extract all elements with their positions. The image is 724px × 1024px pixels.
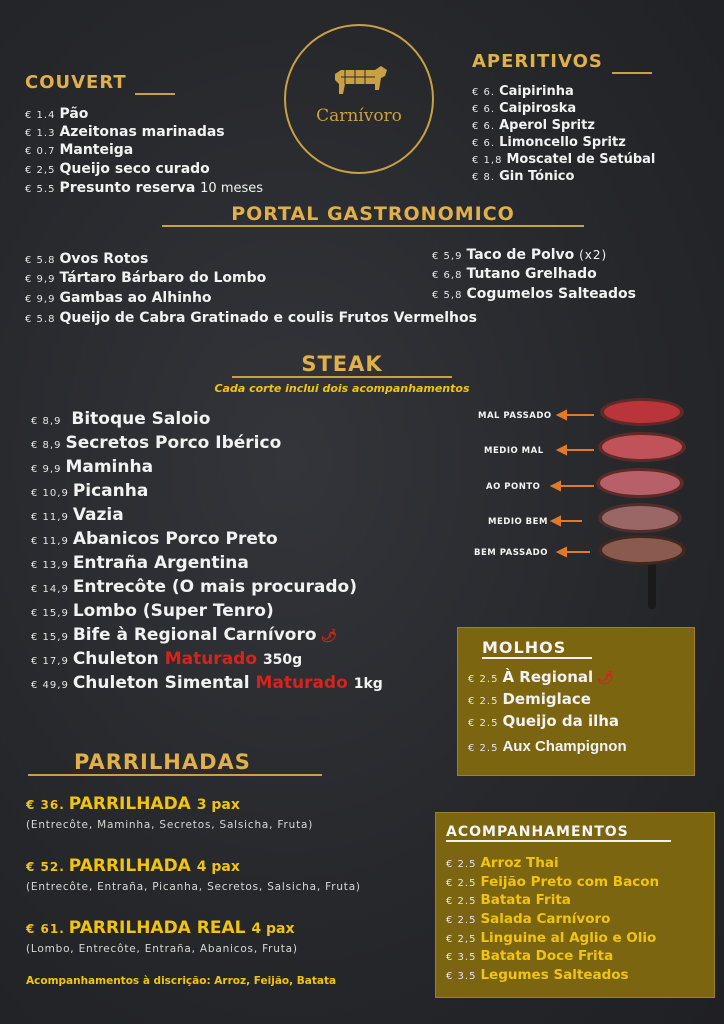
portal-right-list	[432, 248, 712, 308]
list-item: € 11,9 Vazia	[31, 505, 124, 525]
arrow-head	[558, 548, 566, 556]
list-item: € 8,9 Secretos Porco Ibérico	[31, 433, 282, 453]
list-item: € 8. Gin Tónico	[472, 169, 575, 184]
list-item: € 49,9 Chuleton Simental Maturado 1kg	[31, 673, 383, 693]
list-item: € 5.8 Queijo de Cabra Gratinado e coulis Frutos Vermelhos	[25, 310, 477, 326]
parrilhada-item: € 61. PARRILHADA REAL 4 pax (Lombo, Entrecôte, Entraña, Abanicos, Fruta)	[26, 918, 298, 955]
list-item: € 9,9 Gambas ao Alhinho	[25, 290, 212, 306]
molhos-title: MOLHOS	[482, 638, 592, 657]
aperitivos-list	[472, 85, 712, 185]
list-item: € 5.8 Ovos Rotos	[25, 251, 149, 267]
molhos-list	[468, 670, 688, 770]
acompanhamentos-box	[435, 812, 715, 998]
steak-title: STEAK	[232, 352, 452, 376]
arrow-head	[552, 517, 560, 525]
list-item: € 2.5 À Regional 🌶	[468, 668, 614, 686]
list-item: € 2.5 Salada Carnívoro	[446, 911, 611, 927]
list-item: € 6. Caipiroska	[472, 101, 577, 116]
list-item: € 5,8 Cogumelos Salteados	[432, 286, 636, 302]
doneness-label: MAL PASSADO	[478, 411, 552, 421]
list-item: € 1.3 Azeitonas marinadas	[25, 124, 225, 140]
steak-slice-medium-rare	[602, 435, 682, 459]
parrilhadas-note: Acompanhamentos à discrição: Arroz, Feijão, Batata	[26, 975, 337, 987]
list-item: € 15,9 Lombo (Super Tenro)	[31, 601, 274, 621]
couvert-title: COUVERT	[25, 72, 175, 93]
list-item: € 3.5 Batata Doce Frita	[446, 948, 614, 964]
list-item: € 13,9 Entraña Argentina	[31, 553, 249, 573]
arrow-head	[552, 482, 560, 490]
list-item: € 2,5 Queijo seco curado	[25, 161, 210, 177]
steak-subtitle: Cada corte inclui dois acompanhamentos	[214, 382, 470, 395]
arrow-head	[558, 446, 566, 454]
aperitivos-title: APERITIVOS	[472, 51, 652, 72]
steak-slice-medium-well	[602, 506, 678, 530]
logo-text: Carnívoro	[316, 106, 402, 126]
list-item: € 2,5 Linguine al Aglio e Olio	[446, 930, 657, 946]
steak-slice-rare	[604, 401, 680, 423]
doneness-label: MEDIO MAL	[484, 446, 544, 456]
list-item: € 5.5 Presunto reserva 10 meses	[25, 180, 264, 196]
molhos-box	[457, 627, 695, 776]
list-item: € 6. Limoncello Spritz	[472, 135, 626, 150]
list-item: € 9,9 Maminha	[31, 457, 154, 477]
doneness-graphic	[470, 395, 720, 615]
list-item: € 6. Aperol Spritz	[472, 118, 595, 133]
steak-slice-medium	[600, 471, 680, 495]
list-item: € 2.5 Demiglace	[468, 690, 591, 708]
list-item: € 3.5 Legumes Salteados	[446, 967, 629, 983]
list-item: € 14,9 Entrecôte (O mais procurado)	[31, 577, 357, 597]
steak-slice-well-done	[602, 538, 682, 562]
bull-icon	[331, 64, 389, 100]
couvert-list	[25, 107, 325, 197]
portal-title: PORTAL GASTRONOMICO	[162, 203, 584, 225]
list-item: € 2.5 Feijão Preto com Bacon	[446, 874, 660, 890]
list-item: € 1.4 Pão	[25, 106, 89, 122]
list-item: € 2.5 Arroz Thai	[446, 855, 559, 871]
parrilhada-item: € 52. PARRILHADA 4 pax (Entrecôte, Entraña, Picanha, Secretos, Salsicha, Fruta)	[26, 856, 361, 893]
list-item: € 2.5 Queijo da ilha	[468, 712, 620, 730]
list-item: € 11,9 Abanicos Porco Preto	[31, 529, 278, 549]
doneness-label: BEM PASSADO	[474, 548, 548, 558]
list-item: € 8,9 Bitoque Saloio	[31, 409, 211, 429]
list-item: € 0.7 Manteiga	[25, 142, 134, 158]
list-item: € 10,9 Picanha	[31, 481, 149, 501]
parrilhada-item: € 36. PARRILHADA 3 pax (Entrecôte, Maminha, Secretos, Salsicha, Fruta)	[26, 794, 314, 831]
acompanhamentos-list	[446, 857, 708, 987]
list-item: € 17,9 Chuleton Maturado 350g	[31, 649, 303, 669]
list-item: € 2.5 Aux Champignon	[468, 738, 627, 755]
list-item: € 15,9 Bife à Regional Carnívoro 🌶	[31, 625, 338, 645]
chili-icon: 🌶	[597, 671, 614, 686]
list-item: € 1,8 Moscatel de Setúbal	[472, 152, 656, 167]
chili-icon: 🌶	[320, 629, 338, 644]
arrow-head	[558, 411, 566, 419]
doneness-label: AO PONTO	[486, 482, 541, 492]
doneness-label: MEDIO BEM	[488, 517, 548, 527]
list-item: € 6,8 Tutano Grelhado	[432, 266, 597, 282]
list-item: € 2.5 Batata Frita	[446, 892, 571, 908]
steak-slices	[470, 395, 720, 615]
list-item: € 5,9 Taco de Polvo (x2)	[432, 247, 608, 263]
list-item: € 9,9 Tártaro Bárbaro do Lombo	[25, 270, 267, 286]
list-item: € 6. Caipirinha	[472, 84, 574, 99]
acompanhamentos-title: ACOMPANHAMENTOS	[446, 824, 671, 840]
parrilhadas-title: PARRILHADAS	[28, 750, 322, 774]
steak-list	[31, 411, 461, 701]
